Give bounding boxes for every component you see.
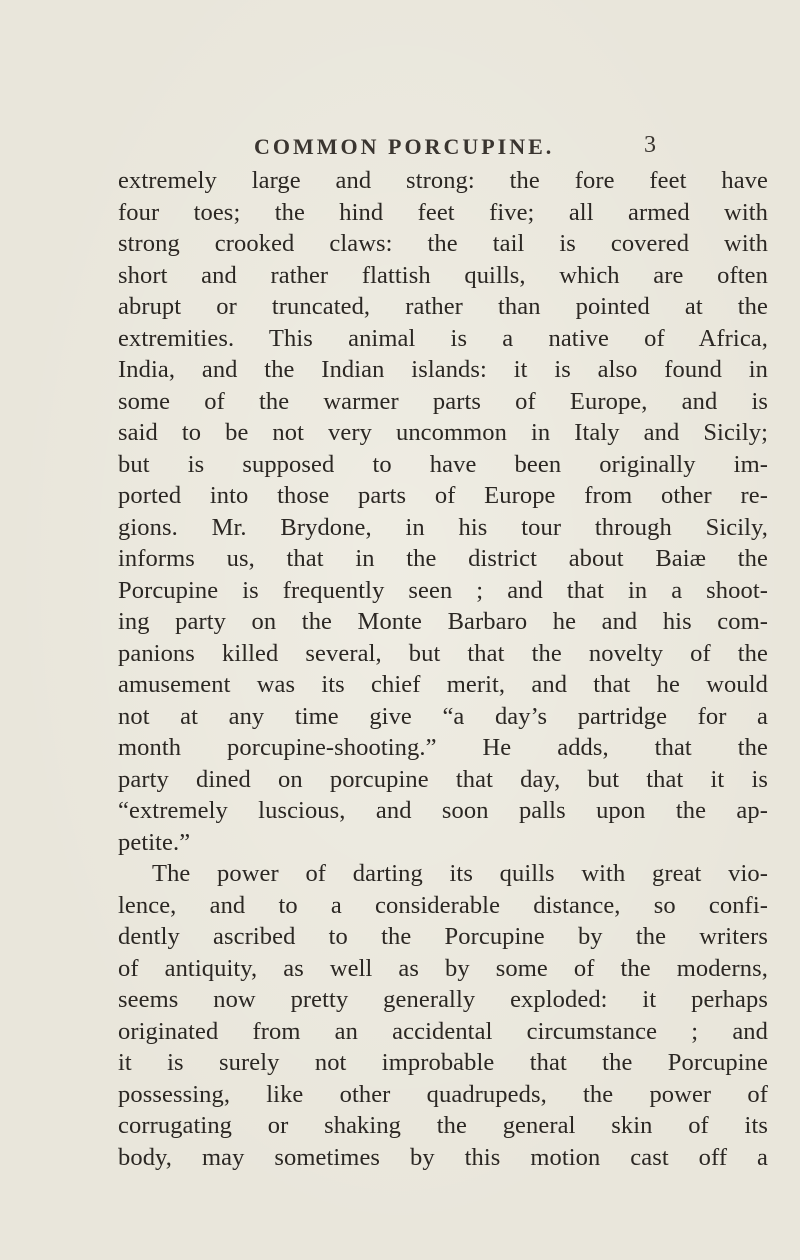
running-head: COMMON PORCUPINE.	[254, 134, 555, 159]
text-line: informs us, that in the district about Baiæ the	[118, 545, 768, 572]
text-line: strong crooked claws: the tail is covered with	[118, 230, 768, 257]
text-line: ported into those parts of Europe from other re-	[118, 482, 768, 509]
text-line: said to be not very uncommon in Italy and Sicily;	[118, 419, 768, 446]
text-line: panions killed several, but that the novelty of the	[118, 639, 768, 667]
text-line: some of the warmer parts of Europe, and is	[118, 387, 768, 415]
text-line: not at any time give “a day’s partridge for a	[118, 702, 768, 730]
paragraph-start-line: The power of darting its quills with great vio-	[152, 860, 768, 887]
text-line: but is supposed to have been originally im-	[118, 450, 768, 478]
page-number: 3	[644, 132, 656, 158]
text-line: four toes; the hind feet five; all armed with	[118, 198, 768, 226]
text-line: it is surely not improbable that the Porcupine	[118, 1049, 768, 1076]
text-line: of antiquity, as well as by some of the moderns,	[118, 954, 768, 982]
text-line: Porcupine is frequently seen ; and that in a shoot-	[118, 576, 768, 604]
text-line: month porcupine-shooting.” He adds, that the	[118, 734, 768, 761]
text-line: gions. Mr. Brydone, in his tour through Sicily,	[118, 513, 768, 541]
text-line: corrugating or shaking the general skin of its	[118, 1112, 768, 1139]
text-line: “extremely luscious, and soon palls upon the ap-	[118, 797, 768, 824]
text-line: ing party on the Monte Barbaro he and his com-	[118, 608, 768, 635]
text-line: extremely large and strong: the fore feet have	[118, 167, 768, 194]
text-line: abrupt or truncated, rather than pointed at the	[118, 293, 768, 320]
text-line: body, may sometimes by this motion cast off a	[118, 1143, 768, 1171]
text-line: originated from an accidental circumstance ; and	[118, 1017, 768, 1045]
text-line: dently ascribed to the Porcupine by the writers	[118, 923, 768, 950]
text-line: possessing, like other quadrupeds, the power of	[118, 1080, 768, 1108]
text-line: short and rather flattish quills, which are often	[118, 261, 768, 289]
paragraph-end-line: petite.”	[118, 828, 191, 856]
text-line: amusement was its chief merit, and that he would	[118, 671, 768, 698]
body-text	[118, 165, 768, 1173]
text-line: seems now pretty generally exploded: it perhaps	[118, 986, 768, 1013]
text-line: India, and the Indian islands: it is also found in	[118, 356, 768, 383]
text-line: lence, and to a considerable distance, so confi-	[118, 891, 768, 919]
text-line: extremities. This animal is a native of Africa,	[118, 324, 768, 352]
text-line: party dined on porcupine that day, but that it is	[118, 765, 768, 793]
